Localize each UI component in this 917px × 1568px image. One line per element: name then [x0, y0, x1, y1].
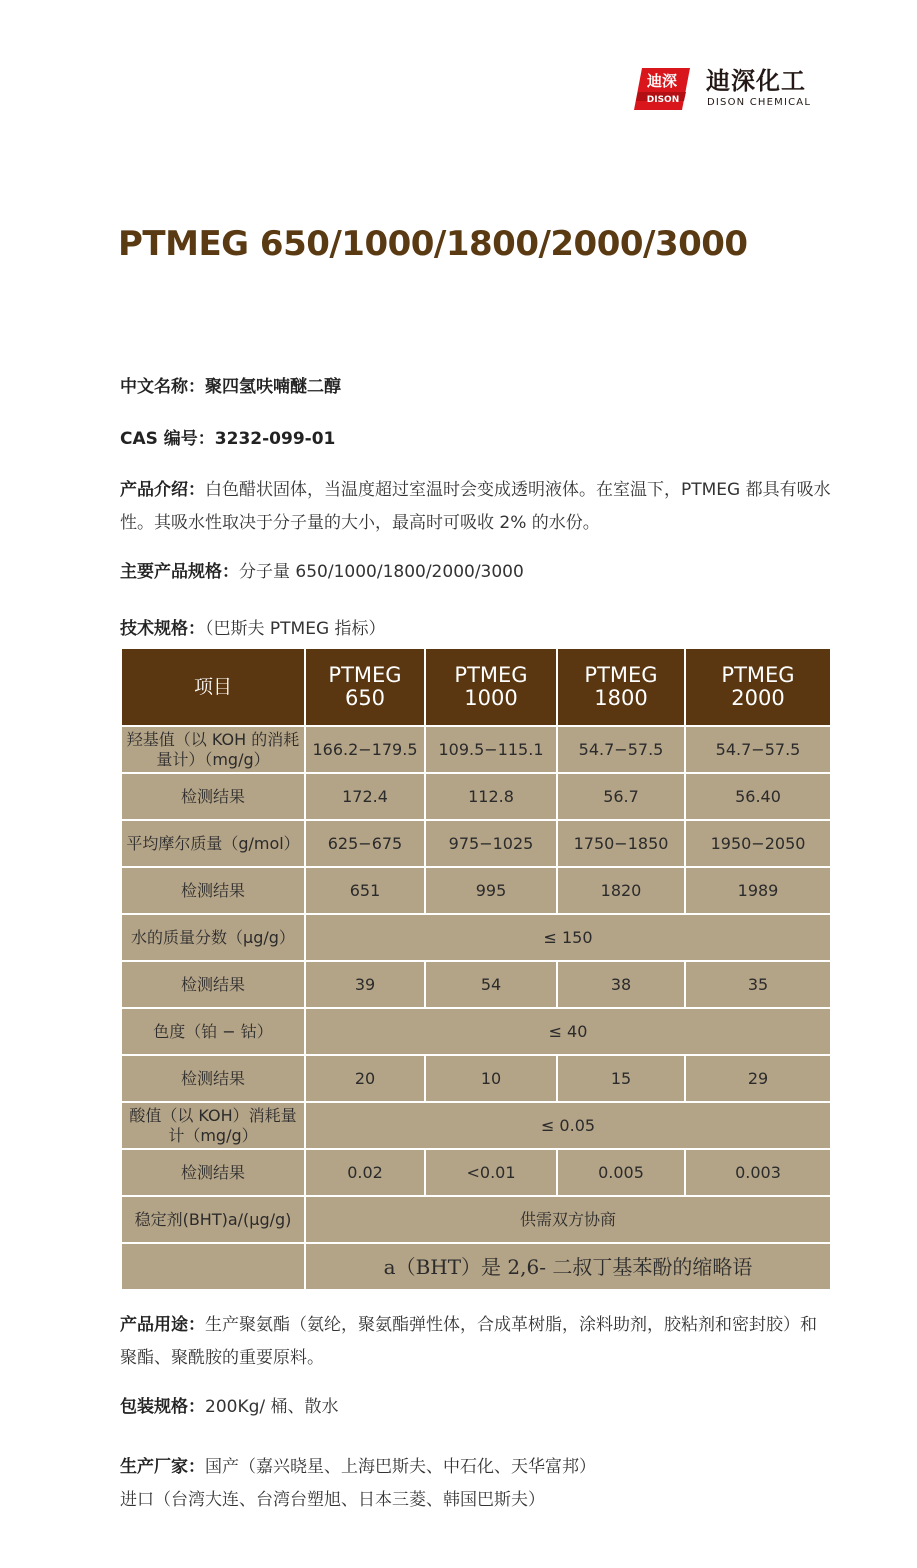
table-row: [121, 961, 831, 1008]
spec-table: [120, 647, 832, 1291]
table-row: [121, 1196, 831, 1243]
logo-name-en: DISON CHEMICAL: [707, 97, 812, 108]
row-label: 检测结果: [121, 961, 305, 1008]
intro-field: [120, 474, 832, 540]
package-label: 包装规格：: [120, 1397, 205, 1417]
table-cell: 0.005: [557, 1149, 685, 1196]
table-header-cell: PTMEG 650: [305, 648, 425, 726]
table-cell: 1989: [685, 867, 831, 914]
table-cell: 975−1025: [425, 820, 557, 867]
table-cell: 166.2−179.5: [305, 726, 425, 773]
table-row: [121, 773, 831, 820]
table-cell: 625−675: [305, 820, 425, 867]
table-cell: 112.8: [425, 773, 557, 820]
cn-name-field: [120, 372, 832, 402]
maker-value-import: 进口（台湾大连、台湾台塑旭、日本三菱、韩国巴斯夫）: [120, 1490, 545, 1510]
row-label: 检测结果: [121, 867, 305, 914]
table-cell: 39: [305, 961, 425, 1008]
cas-value: 3232-099-01: [214, 429, 336, 449]
table-span-cell: ≤ 40: [305, 1008, 831, 1055]
intro-label: 产品介绍：: [120, 480, 205, 500]
usage-value: 生产聚氨酯（氨纶，聚氨酯弹性体，合成革树脂，涂料助剂，胶粘剂和密封胶）和聚酯、聚酰胺的重要原料。: [120, 1315, 817, 1368]
table-row: [121, 820, 831, 867]
tech-field: [120, 614, 832, 644]
table-cell: 56.7: [557, 773, 685, 820]
table-cell: 995: [425, 867, 557, 914]
table-cell: 1750−1850: [557, 820, 685, 867]
row-label: 羟基值（以 KOH 的消耗量计）（mg/g）: [121, 726, 305, 773]
table-cell: 20: [305, 1055, 425, 1102]
cas-label: CAS 编号：: [120, 429, 215, 449]
table-cell: 54: [425, 961, 557, 1008]
table-cell: 0.02: [305, 1149, 425, 1196]
table-row: [121, 726, 831, 773]
table-cell: 172.4: [305, 773, 425, 820]
table-cell: 56.40: [685, 773, 831, 820]
table-cell: 109.5−115.1: [425, 726, 557, 773]
table-cell: 35: [685, 961, 831, 1008]
table-span-cell: 供需双方协商: [305, 1196, 831, 1243]
table-note-cell: a（BHT）是 2,6- 二叔丁基苯酚的缩略语: [305, 1243, 831, 1290]
table-span-cell: ≤ 150: [305, 914, 831, 961]
table-cell: 29: [685, 1055, 831, 1102]
spec-label: 主要产品规格：: [120, 562, 239, 582]
table-cell: 38: [557, 961, 685, 1008]
maker-value: 国产（嘉兴晓星、上海巴斯夫、中石化、天华富邦）: [205, 1457, 596, 1477]
row-label: 稳定剂(BHT)a/(μg/g): [121, 1196, 305, 1243]
table-cell: 15: [557, 1055, 685, 1102]
table-row: [121, 914, 831, 961]
row-label: 色度（铂 − 钴）: [121, 1008, 305, 1055]
logo-badge-cn: 迪深: [646, 72, 677, 90]
table-row: [121, 1149, 831, 1196]
intro-value: 白色醋状固体，当温度超过室温时会变成透明液体。在室温下，PTMEG 都具有吸水性。其吸水性取决于分子量的大小，最高时可吸收 2% 的水份。: [120, 480, 831, 533]
maker-field: [120, 1451, 832, 1517]
table-row: [121, 1008, 831, 1055]
logo-badge-en: DISON: [646, 95, 680, 105]
maker-label: 生产厂家：: [120, 1457, 205, 1477]
package-field: [120, 1392, 832, 1422]
table-header-cell: PTMEG 1000: [425, 648, 557, 726]
spec-field: [120, 557, 832, 587]
table-cell: 10: [425, 1055, 557, 1102]
company-logo: [634, 68, 834, 112]
row-label: 水的质量分数（μg/g）: [121, 914, 305, 961]
table-header-cell: 项目: [121, 648, 305, 726]
table-span-cell: ≤ 0.05: [305, 1102, 831, 1149]
row-label: 检测结果: [121, 773, 305, 820]
logo-name-cn: 迪深化工: [706, 67, 806, 95]
row-label: 检测结果: [121, 1055, 305, 1102]
table-row: [121, 867, 831, 914]
row-label: [121, 1243, 305, 1290]
cn-name-value: 聚四氢呋喃醚二醇: [205, 377, 341, 397]
table-cell: 54.7−57.5: [685, 726, 831, 773]
table-cell: 1820: [557, 867, 685, 914]
table-header-cell: PTMEG 2000: [685, 648, 831, 726]
usage-label: 产品用途：: [120, 1315, 205, 1335]
package-value: 200Kg/ 桶、散水: [205, 1397, 339, 1417]
table-row: [121, 1055, 831, 1102]
row-label: 平均摩尔质量（g/mol）: [121, 820, 305, 867]
tech-value: （巴斯夫 PTMEG 指标）: [205, 619, 386, 639]
table-cell: 1950−2050: [685, 820, 831, 867]
cas-field: [120, 424, 832, 454]
row-label: 检测结果: [121, 1149, 305, 1196]
table-cell: 0.003: [685, 1149, 831, 1196]
table-header-row: [121, 648, 831, 726]
table-row: [121, 1102, 831, 1149]
spec-value: 分子量 650/1000/1800/2000/3000: [239, 562, 524, 582]
row-label: 酸值（以 KOH）消耗量计（mg/g）: [121, 1102, 305, 1149]
table-cell: 651: [305, 867, 425, 914]
table-cell: 54.7−57.5: [557, 726, 685, 773]
table-cell: <0.01: [425, 1149, 557, 1196]
usage-field: [120, 1309, 832, 1375]
logo-badge: [634, 68, 690, 110]
page-title: PTMEG 650/1000/1800/2000/3000: [118, 224, 748, 264]
cn-name-label: 中文名称：: [120, 377, 205, 397]
table-row: [121, 1243, 831, 1290]
tech-label: 技术规格：: [120, 619, 205, 639]
table-header-cell: PTMEG 1800: [557, 648, 685, 726]
